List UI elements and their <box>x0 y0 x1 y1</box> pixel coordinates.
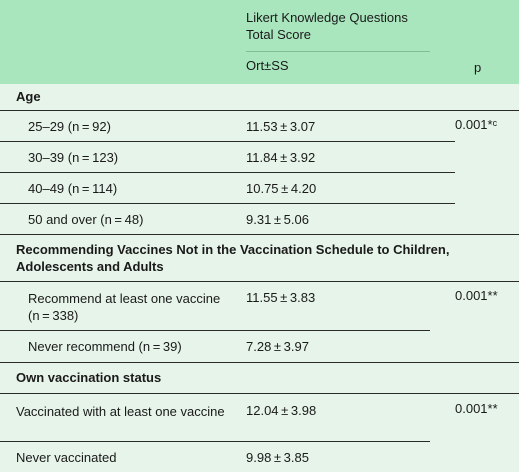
header-rule <box>246 51 430 52</box>
row-divider <box>0 234 519 235</box>
row-label: Never vaccinated <box>16 450 117 465</box>
row-label: Never recommend (n = 39) <box>28 339 182 354</box>
column-subheader: Ort±SS <box>246 58 289 73</box>
row-divider <box>0 110 519 111</box>
row-score: 11.53 ± 3.07 <box>246 119 316 134</box>
row-score: 12.04 ± 3.98 <box>246 403 317 418</box>
row-label: 40–49 (n = 114) <box>28 181 118 196</box>
row-label: Vaccinated with at least one vaccine <box>16 404 225 419</box>
column-header-score-line2: Total Score <box>246 27 312 42</box>
p-value: 0.001** <box>455 401 498 416</box>
row-label: 30–39 (n = 123) <box>28 150 119 165</box>
section-title-own-vaccination-status: Own vaccination status <box>16 370 162 385</box>
row-divider <box>0 393 519 394</box>
row-score: 7.28 ± 3.97 <box>246 339 309 354</box>
column-header-score-line1: Likert Knowledge Questions <box>246 10 408 25</box>
row-divider <box>0 172 455 173</box>
row-divider <box>0 203 455 204</box>
row-score: 10.75 ± 4.20 <box>246 181 317 196</box>
column-header-p: p <box>474 60 482 75</box>
row-score: 11.55 ± 3.83 <box>246 290 316 305</box>
p-value: 0.001** <box>455 288 498 303</box>
section-title-age: Age <box>16 89 41 104</box>
row-divider <box>0 330 430 331</box>
row-divider <box>0 141 455 142</box>
row-score: 11.84 ± 3.92 <box>246 150 316 165</box>
row-score: 9.98 ± 3.85 <box>246 450 309 465</box>
row-divider <box>0 281 519 282</box>
row-label: 25–29 (n = 92) <box>28 119 111 134</box>
row-divider <box>0 441 430 442</box>
row-label: 50 and over (n = 48) <box>28 212 144 227</box>
section-title-recommending-vaccines: Recommending Vaccines Not in the Vaccination Schedule to Children, Adolescents and Adults <box>16 242 450 274</box>
row-score: 9.31 ± 5.06 <box>246 212 309 227</box>
p-value: 0.001*ᶜ <box>455 117 498 132</box>
row-divider <box>0 362 519 363</box>
column-header-score <box>246 9 408 43</box>
table-header <box>0 0 519 84</box>
row-label: Recommend at least one vaccine (n = 338) <box>28 291 221 323</box>
